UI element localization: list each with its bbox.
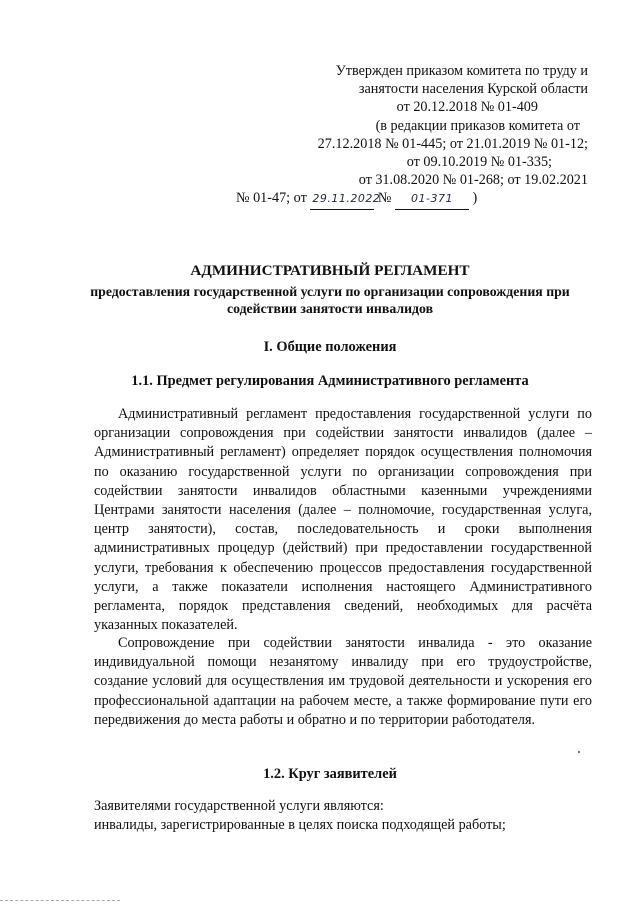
approval-line: (в редакции приказов комитета от (375, 117, 580, 134)
applicants-item: инвалиды, зарегистрированные в целях поиска подходящей работы; (94, 817, 506, 834)
approval-prefix: № 01-47; от (236, 190, 307, 207)
subtitle-line: содействии занятости инвалидов (226, 301, 434, 316)
document-subtitle (40, 283, 620, 317)
document-title: АДМИНИСТРАТИВНЫЙ РЕГЛАМЕНТ (190, 262, 470, 279)
approval-line: от 31.08.2020 № 01-268; от 19.02.2021 (358, 172, 588, 189)
scan-speck (578, 751, 580, 753)
handwritten-date: 29.11.2022 (310, 190, 374, 209)
approval-line: Утвержден приказом комитета по труду и (335, 63, 588, 79)
section-heading-subject: 1.1. Предмет регулирования Административного регламента (131, 373, 529, 389)
approval-line: занятости населения Курской области (358, 81, 588, 98)
section-heading-general: I. Общие положения (263, 339, 397, 355)
approval-stamp-block (236, 62, 588, 210)
scan-edge-artifact (0, 900, 120, 903)
paragraph-subject (94, 405, 592, 635)
approval-closing-paren: ) (472, 190, 478, 207)
section-heading-applicants: 1.2. Круг заявителей (263, 766, 397, 782)
subtitle-line: предоставления государственной услуги по организации сопровождения при (90, 284, 570, 299)
handwritten-number: 01-371 (395, 190, 469, 209)
paragraph-text: Административный регламент предоставления государственной услуги по организации сопровождения при содействии занятости инвалидов (далее – Административный регламент) определяет порядок осуществления полномочия по оказанию государственной услуги по организации сопровождения при содействии занятости инвалидов областными казенными учреждениями Центрами занятости населения (далее – полномочие, государственная услуга, центр занятости), состав, последовательность и сроки выполнения административных процедур (действий) при предоставлении государственной услуги, требования к обеспечению процессов предоставления государственной услуги, а также показатели исполнения настоящего Административного регламента, порядок представления сведений, необходимых для расчёта указанных показателей. (94, 406, 592, 634)
applicants-intro: Заявителями государственной услуги являются: (94, 798, 384, 814)
paragraph-support-definition (94, 634, 592, 730)
applicants-list (94, 797, 594, 835)
approval-line-handwritten (236, 189, 588, 209)
paragraph-text: Сопровождение при содействии занятости инвалида - это оказание индивидуальной помощи незанятому инвалиду при его трудоустройстве, создание условий для осуществления им трудовой деятельности и ускорения его профессиональной адаптации на рабочем месте, а также формирование пути его передвижения до места работы и обратно и по территории работодателя. (94, 635, 592, 728)
approval-number-sign: № (377, 190, 392, 207)
approval-line: 27.12.2018 № 01-445; от 21.01.2019 № 01-12; (317, 135, 588, 152)
approval-line: от 09.10.2019 № 01-335; (406, 154, 552, 171)
approval-line: от 20.12.2018 № 01-409 (396, 99, 538, 116)
